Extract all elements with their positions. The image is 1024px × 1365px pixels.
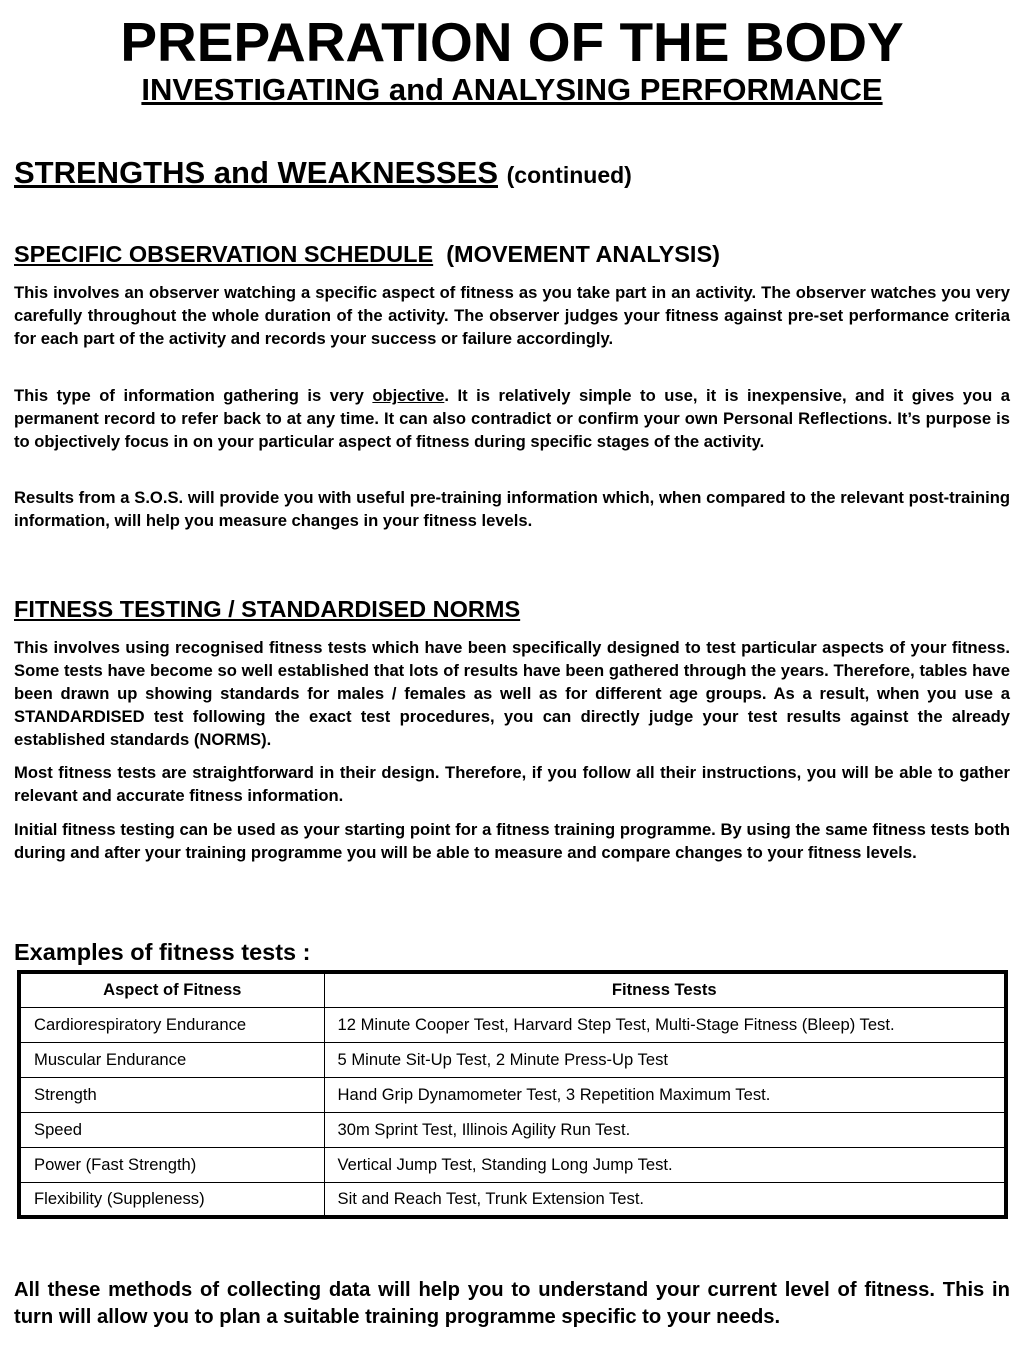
examples-heading: Examples of fitness tests :	[14, 939, 311, 965]
fitness-testing-heading-text: FITNESS TESTING / STANDARDISED NORMS	[14, 596, 521, 622]
table-cell-tests: Hand Grip Dynamometer Test, 3 Repetition Maximum Test.	[324, 1077, 1006, 1112]
table-cell-tests: Vertical Jump Test, Standing Long Jump Test.	[324, 1147, 1006, 1182]
sos-heading-text: SPECIFIC OBSERVATION SCHEDULE	[14, 241, 434, 267]
sos-p2-before: This type of information gathering is very	[14, 386, 373, 405]
table-cell-tests: 12 Minute Cooper Test, Harvard Step Test, Multi-Stage Fitness (Bleep) Test.	[324, 1007, 1006, 1042]
page-title: PREPARATION OF THE BODY	[120, 11, 904, 73]
fitness-tests-table	[17, 970, 1008, 1219]
table-row	[19, 1112, 1006, 1147]
table-cell-aspect: Flexibility (Suppleness)	[19, 1182, 324, 1217]
sos-heading-suffix: (MOVEMENT ANALYSIS)	[446, 241, 720, 267]
sos-paragraph-1: This involves an observer watching a specific aspect of fitness as you take part in an activity. The observer watches you very carefully throughout the whole duration of the activity. The observer judges your fitness against pre-set performance criteria for each part of the activity and records your success or failure accordingly.	[14, 283, 1010, 348]
table-cell-aspect: Speed	[19, 1112, 324, 1147]
main-heading	[14, 153, 632, 195]
table-row	[19, 1147, 1006, 1182]
fitness-testing-paragraph-2: Most fitness tests are straightforward in their design. Therefore, if you follow all their instructions, you will be able to gather relevant and accurate fitness information.	[14, 763, 1010, 805]
sos-heading	[14, 239, 720, 269]
fitness-testing-paragraph-1: This involves using recognised fitness tests which have been specifically designed to test particular aspects of your fitness. Some tests have become so well established that lots of results have been gathered through the years. Therefore, tables have been drawn up showing standards for males / females as well as for different age groups. As a result, when you use a STANDARDISED test following the exact test procedures, you can directly judge your test results against the already established standards (NORMS).	[14, 638, 1010, 749]
main-heading-suffix: (continued)	[506, 162, 632, 188]
sos-p2-objective: objective	[372, 386, 445, 405]
table-row	[19, 1077, 1006, 1112]
closing-paragraph: All these methods of collecting data will help you to understand your current level of fitness. This in turn will allow you to plan a suitable training programme specific to your needs.	[14, 1279, 1010, 1328]
table-row	[19, 1042, 1006, 1077]
table-cell-aspect: Cardiorespiratory Endurance	[19, 1007, 324, 1042]
document-page	[14, 0, 1011, 1328]
table-header-cell: Fitness Tests	[324, 972, 1006, 1007]
fitness-testing-paragraph-3: Initial fitness testing can be used as your starting point for a fitness training programme. By using the same fitness tests both during and after your training programme you will be able to measure and compare changes to your fitness levels.	[14, 820, 1010, 862]
table-row	[19, 1182, 1006, 1217]
main-heading-text: STRENGTHS and WEAKNESSES	[14, 155, 498, 190]
table-cell-aspect: Muscular Endurance	[19, 1042, 324, 1077]
page-subtitle-text: INVESTIGATING and ANALYSING PERFORMANCE	[141, 72, 883, 107]
page-subtitle	[14, 72, 1010, 108]
table-cell-tests: 30m Sprint Test, Illinois Agility Run Test.	[324, 1112, 1006, 1147]
table-cell-aspect: Power (Fast Strength)	[19, 1147, 324, 1182]
fitness-testing-heading	[14, 594, 520, 624]
table-header-row	[19, 972, 1006, 1007]
sos-p2-after: . It is relatively simple to use, it is inexpensive, and it gives you a permanent record to refer back to at any time. It can also contradict or confirm your own Personal Reflections. It’s purpose is to objectively focus in on your particular aspect of fitness during specific stages of the activity.	[14, 386, 1011, 451]
sos-paragraph-3: Results from a S.O.S. will provide you with useful pre-training information which, when compared to the relevant post-training information, will help you measure changes in your fitness levels.	[14, 488, 1010, 530]
table-cell-aspect: Strength	[19, 1077, 324, 1112]
table-cell-tests: 5 Minute Sit-Up Test, 2 Minute Press-Up Test	[324, 1042, 1006, 1077]
sos-paragraph-2	[14, 384, 1010, 453]
table-header-cell: Aspect of Fitness	[19, 972, 324, 1007]
table-cell-tests: Sit and Reach Test, Trunk Extension Test.	[324, 1182, 1006, 1217]
table-row	[19, 1007, 1006, 1042]
